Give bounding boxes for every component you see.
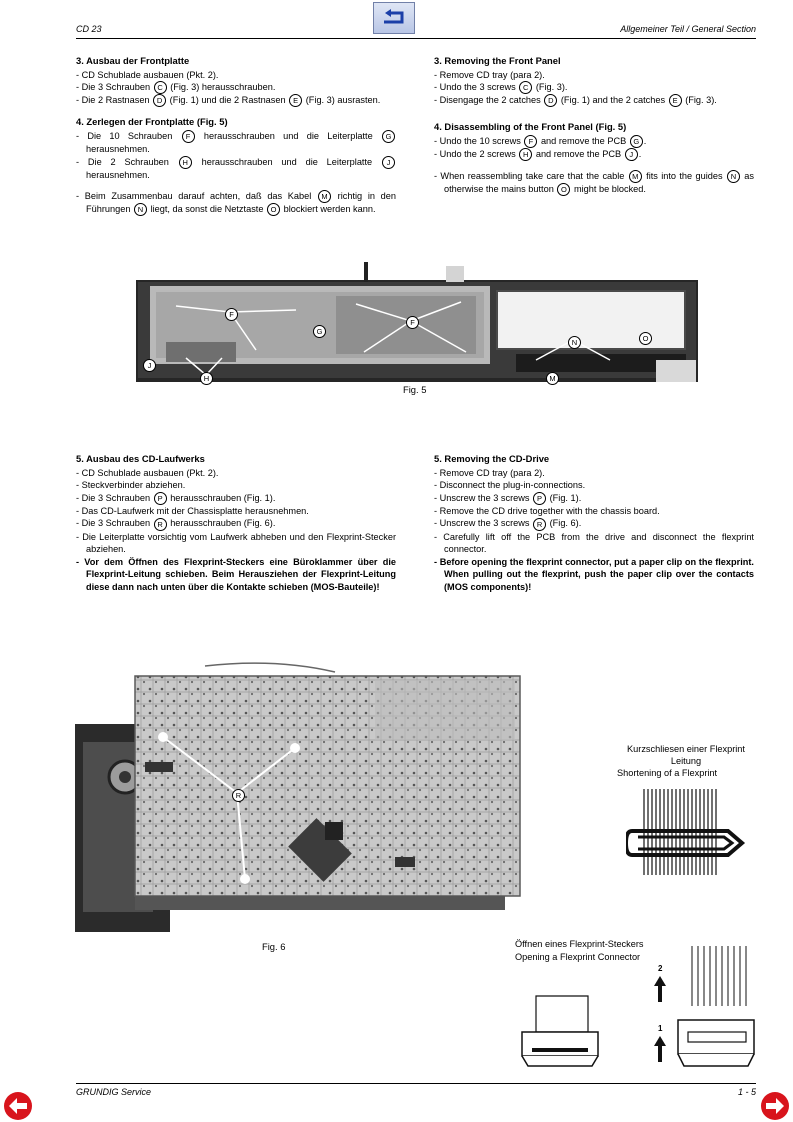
list-item: - Undo the 2 screws H and remove the PCB J .: [434, 148, 642, 160]
list-item: - Das CD-Laufwerk mit der Chassisplatte herausnehmen.: [76, 505, 309, 516]
page-number: 1 - 5: [737, 1087, 756, 1097]
warning-item: - Before opening the flexprint connector, put a paper clip on the flexprint. When pulling out the flexprint, push the paper clip over the contacts (MOS components)!: [434, 556, 754, 592]
column-en-top: [434, 55, 754, 205]
list-item: - Beim Zusammenbau darauf achten, daß das Kabel M richtig in den Führungen N liegt, da sonst die Netztaste O blockiert werden kann.: [76, 191, 396, 215]
cd-drive-pcb-photo: [75, 662, 535, 934]
step-1-label: 1: [658, 1024, 663, 1033]
list-item: - Undo the 10 screws F and remove the PCB G .: [434, 135, 647, 146]
arrow-left-icon: [9, 1098, 27, 1114]
step-2-label: 2: [658, 964, 663, 973]
flexprint-short-caption-en: Shortening of a Flexprint: [617, 768, 718, 778]
list-item: - Carefully lift off the PCB from the drive and disconnect the flexprint connector.: [434, 531, 754, 555]
marker-f-mid: F: [406, 316, 419, 329]
heading-de-4: 4. Zerlegen der Frontplatte (Fig. 5): [76, 116, 228, 128]
list-item: - Remove CD tray (para 2).: [434, 69, 545, 80]
marker-m: M: [546, 372, 559, 385]
header-model: CD 23: [76, 24, 102, 34]
previous-page-button[interactable]: [4, 1092, 32, 1120]
fig6-caption: Fig. 6: [262, 941, 286, 952]
warning-item: - Vor dem Öffnen des Flexprint-Steckers eine Büroklammer über die Flexprint-Leitung schieben. Beim Herausziehen der Flexprint-Leitung diese dann nach unten über die Kontakte schieben (MOS-Bauteile)!: [76, 556, 396, 592]
list-item: - Unscrew the 3 screws R (Fig. 6).: [434, 518, 582, 529]
next-page-button[interactable]: [761, 1092, 789, 1120]
flexprint-clip-illustration: [626, 789, 750, 875]
fig5-caption: Fig. 5: [403, 384, 427, 395]
list-item: - Die Leiterplatte vorsichtig vom Laufwerk abheben und den Flexprint-Stecker abziehen.: [76, 531, 396, 555]
marker-h: H: [200, 372, 213, 385]
list-item: - Undo the 3 screws C (Fig. 3).: [434, 82, 568, 93]
list-item: - Unscrew the 3 screws P (Fig. 1).: [434, 492, 582, 503]
list-item: - Die 3 Schrauben C (Fig. 3) herausschrauben.: [76, 82, 276, 93]
header-rule: [76, 38, 756, 39]
marker-n: N: [568, 336, 581, 349]
list-item: - Disengage the 2 catches D (Fig. 1) and the 2 catches E (Fig. 3).: [434, 95, 717, 106]
arrow-up-icon: [654, 1036, 666, 1062]
heading-en-4: 4. Disassembling of the Front Panel (Fig. 5): [434, 121, 627, 133]
back-button[interactable]: [373, 2, 415, 34]
arrow-right-icon: [766, 1098, 784, 1114]
list-item: - Remove the CD drive together with the chassis board.: [434, 505, 660, 516]
list-item: - Die 3 Schrauben P herausschrauben (Fig. 1).: [76, 492, 276, 503]
footer-rule: [76, 1083, 756, 1084]
heading-en-3: 3. Removing the Front Panel: [434, 55, 561, 66]
flexprint-open-caption-en: Opening a Flexprint Connector: [515, 952, 641, 962]
heading-en-5: 5. Removing the CD-Drive: [434, 453, 550, 464]
list-item: - Disconnect the plug-in-connections.: [434, 480, 586, 491]
flexprint-open-caption: Öffnen eines Flexprint-Steckers: [515, 939, 644, 949]
arrow-up-icon: [654, 976, 666, 1002]
column-de-top: [76, 55, 396, 225]
marker-f-left: F: [225, 308, 238, 321]
connector-open-illustration: [674, 946, 758, 1074]
marker-j: J: [143, 359, 156, 372]
list-item: - Die 2 Schrauben H herausschrauben und die Leiterplatte J herausnehmen.: [76, 156, 396, 182]
marker-r: R: [232, 789, 245, 802]
list-item: - CD Schublade ausbauen (Pkt. 2).: [76, 69, 219, 80]
footer-brand: GRUNDIG Service: [76, 1087, 152, 1097]
list-item: - Steckverbinder abziehen.: [76, 480, 186, 491]
heading-de-3: 3. Ausbau der Frontplatte: [76, 55, 190, 66]
marker-g: G: [313, 325, 326, 338]
flexprint-short-caption: Kurzschliesen einer Flexprint Leitung: [627, 744, 745, 766]
return-arrow-icon: [380, 8, 408, 28]
column-de-mid: [76, 453, 396, 602]
list-item: - Die 2 Rastnasen D (Fig. 1) und die 2 Rastnasen E (Fig. 3) ausrasten.: [76, 95, 381, 106]
list-item: - Die 10 Schrauben F herausschrauben und die Leiterplatte G herausnehmen.: [76, 130, 396, 156]
column-en-mid: [434, 453, 754, 602]
marker-o: O: [639, 332, 652, 345]
list-item: - CD Schublade ausbauen (Pkt. 2).: [76, 467, 219, 478]
header-section: Allgemeiner Teil / General Section: [620, 24, 756, 34]
list-item: - Remove CD tray (para 2).: [434, 467, 545, 478]
list-item: - Die 3 Schrauben R herausschrauben (Fig. 6).: [76, 518, 276, 529]
list-item: - When reassembling take care that the cable M fits into the guides N as otherwise the mains button O might be blocked.: [434, 171, 755, 195]
heading-de-5: 5. Ausbau des CD-Laufwerks: [76, 453, 205, 464]
connector-closed-illustration: [518, 992, 602, 1072]
